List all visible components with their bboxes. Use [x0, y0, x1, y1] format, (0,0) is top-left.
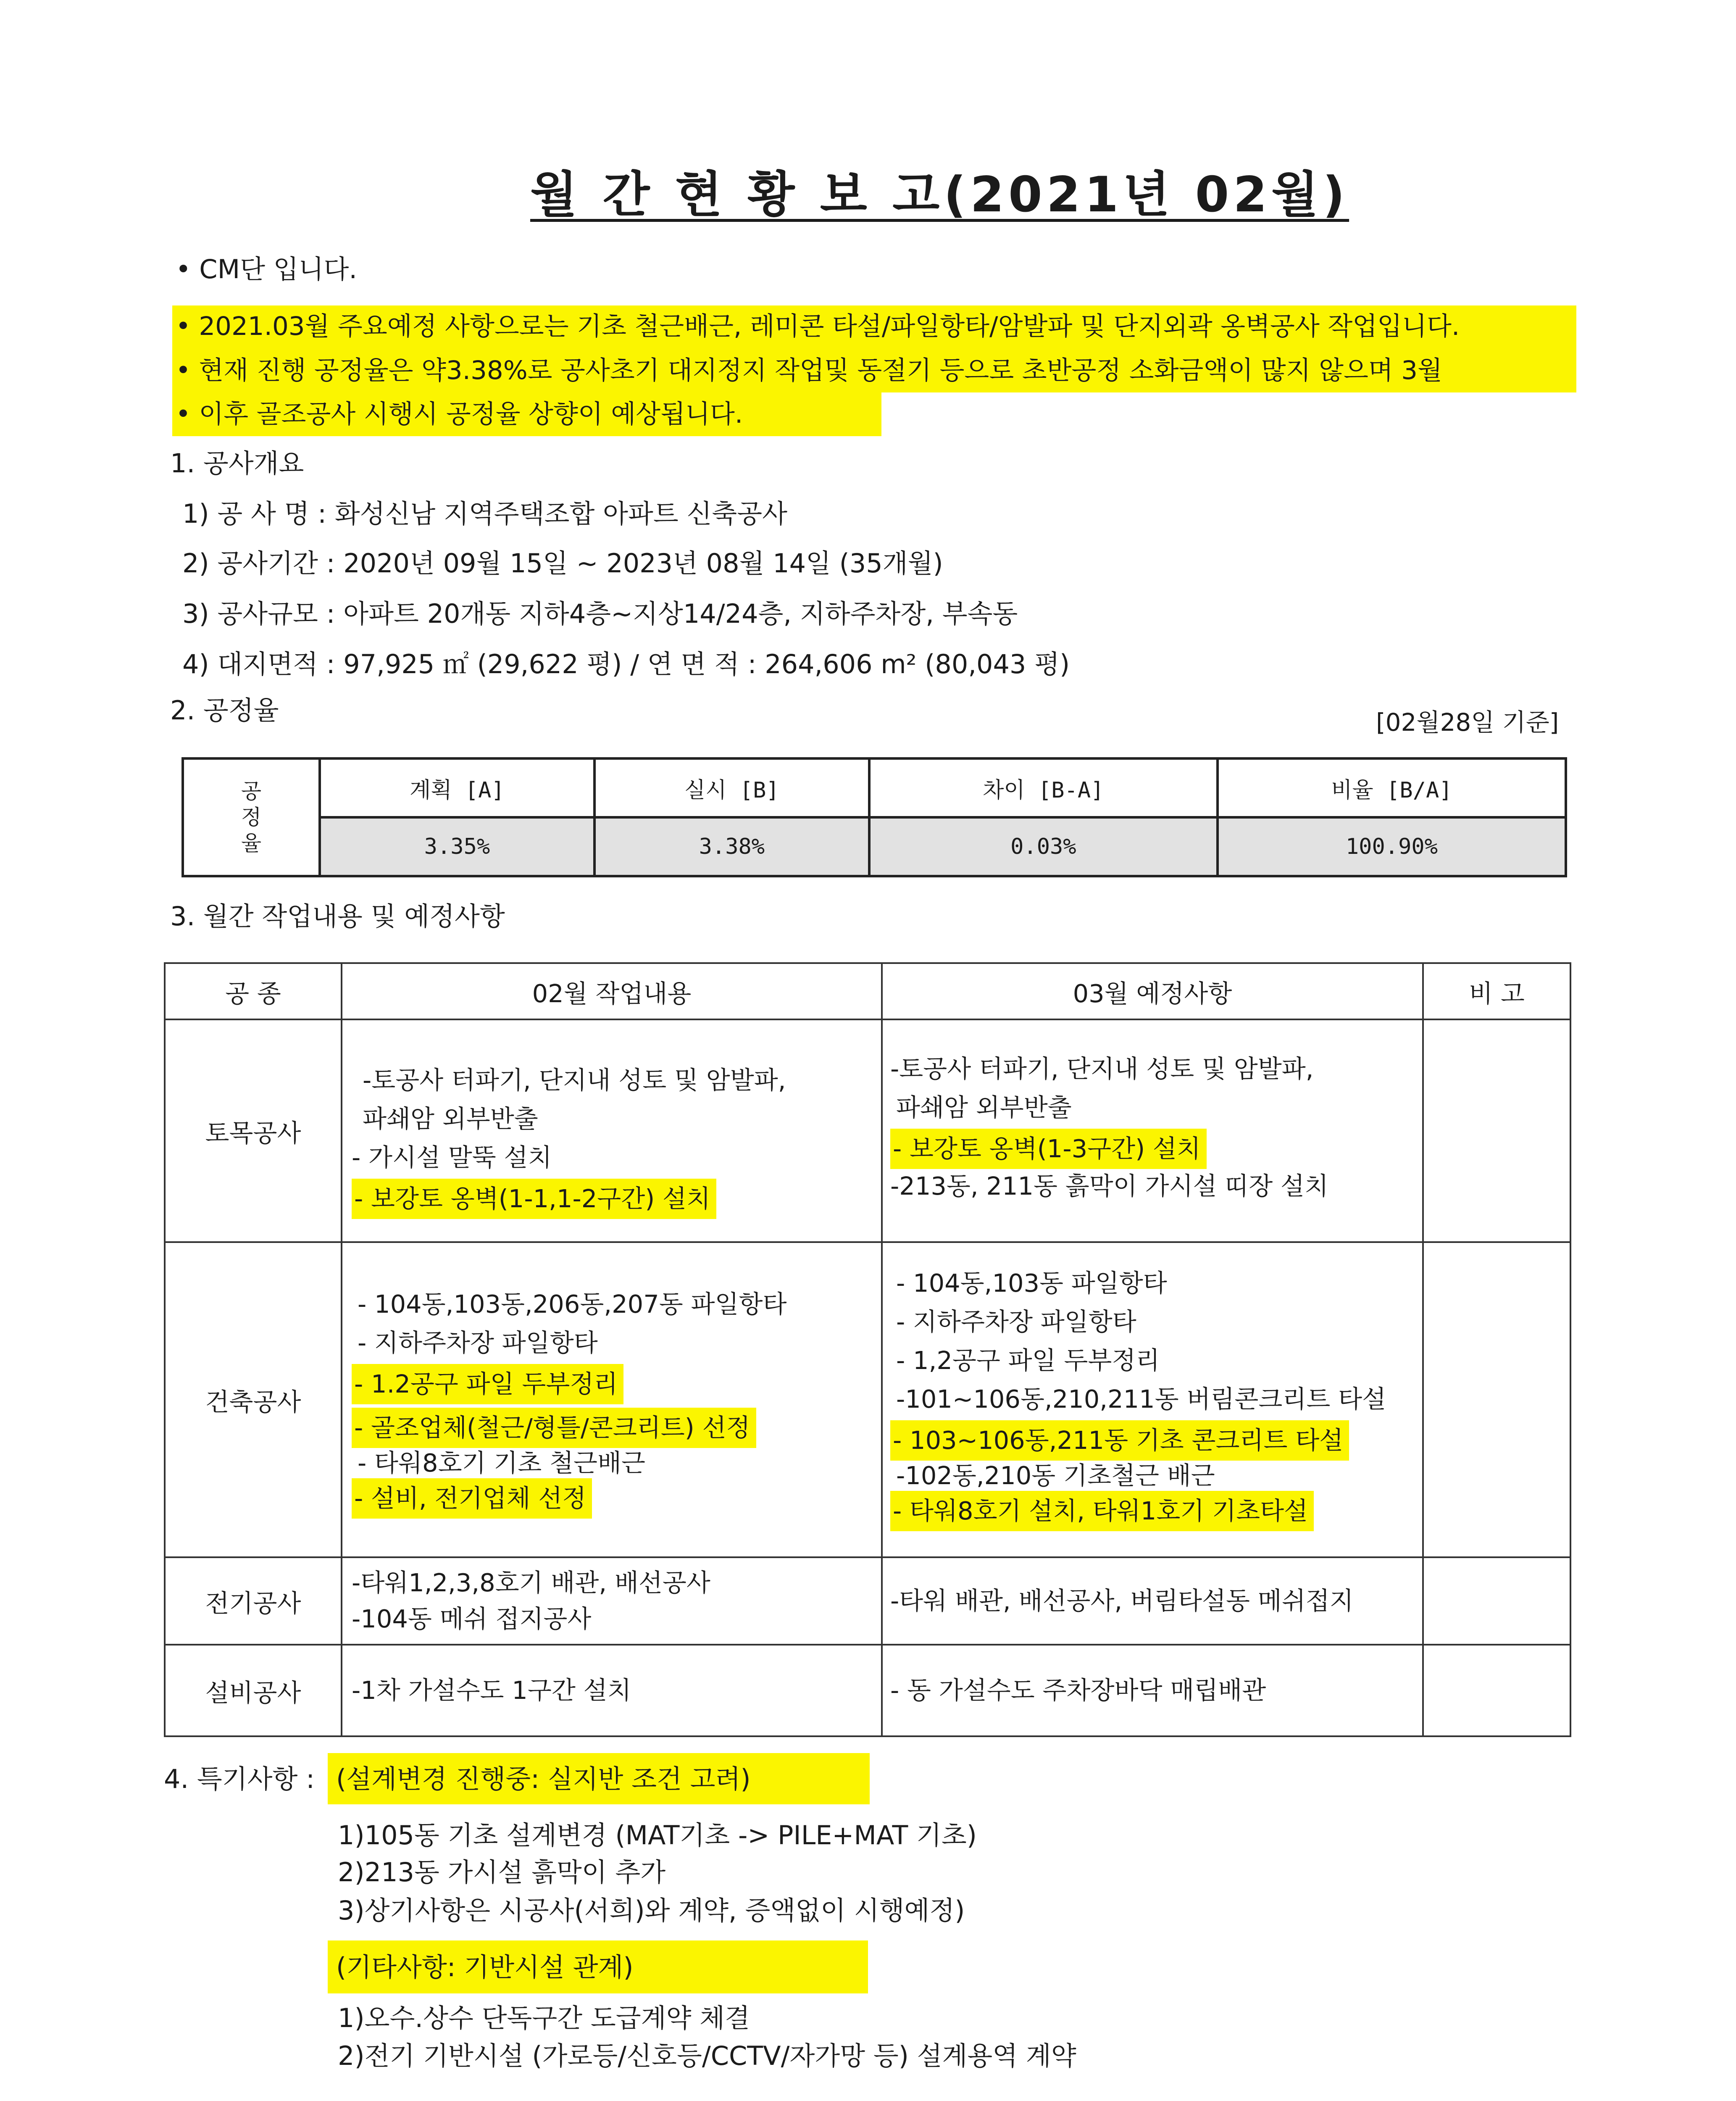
mar-item: -101~106동,210,211동 버림콘크리트 타설: [896, 1385, 1386, 1414]
section-heading-progress: 2. 공정율: [170, 695, 279, 726]
intro-line-1: • 2021.03월 주요예정 사항으로는 기초 철근배근, 레미콘 타설/파일항타/암발파 및 단지외곽 옹벽공사 작업입니다.: [176, 311, 1460, 341]
feb-item-highlight: - 1.2공구 파일 두부정리: [352, 1364, 623, 1404]
mar-item-highlight: - 타워8호기 설치, 타워1호기 기초타설: [890, 1491, 1314, 1531]
design-change-item: 2)213동 가시설 흙막이 추가: [338, 1857, 666, 1888]
feb-item: - 타워8호기 기초 철근배근: [358, 1448, 646, 1477]
remarks-cell: [1423, 1645, 1570, 1736]
feb-item: 파쇄암 외부반출: [363, 1104, 538, 1133]
intro-line-3: • 이후 골조공사 시행시 공정율 상향이 예상됩니다.: [176, 399, 743, 429]
other-item: 1)오수.상수 단독구간 도급계약 체결: [338, 2003, 750, 2033]
col-header-mar: 03월 예정사항: [882, 963, 1423, 1019]
feb-item: -타워1,2,3,8호기 배관, 배선공사: [352, 1568, 710, 1597]
progress-value-plan: 3.35%: [320, 817, 594, 876]
overview-item: 3) 공사규모 : 아파트 20개동 지하4층~지상14/24층, 지하주차장, 부속동: [182, 598, 1018, 629]
feb-item: -1차 가설수도 1구간 설치: [352, 1676, 631, 1705]
mar-item: - 104동,103동 파일항타: [896, 1269, 1167, 1298]
mar-item: - 1,2공구 파일 두부정리: [896, 1346, 1160, 1375]
progress-value-actual: 3.38%: [594, 817, 869, 876]
progress-header-diff: 차이 [B-A]: [869, 758, 1218, 817]
feb-item: -104동 메쉬 접지공사: [352, 1604, 592, 1633]
intro-cm: • CM단 입니다.: [176, 254, 358, 284]
col-header-feb: 02월 작업내용: [342, 963, 882, 1019]
progress-value-diff: 0.03%: [869, 817, 1218, 876]
progress-row-label: 공 정 율: [183, 758, 320, 876]
col-header-category: 공 종: [165, 963, 342, 1019]
overview-item: 1) 공 사 명 : 화성신남 지역주택조합 아파트 신축공사: [182, 498, 788, 529]
mar-item: -213동, 211동 흙막이 가시설 띠장 설치: [890, 1172, 1328, 1201]
design-change-item: 1)105동 기초 설계변경 (MAT기초 -> PILE+MAT 기초): [338, 1820, 977, 1851]
category-facility: 설비공사: [165, 1645, 342, 1736]
section-heading-monthly: 3. 월간 작업내용 및 예정사항: [170, 901, 505, 932]
feb-item-highlight: - 보강토 옹벽(1-1,1-2구간) 설치: [352, 1179, 716, 1219]
overview-item: 4) 대지면적 : 97,925 ㎡ (29,622 평) / 연 면 적 : 264,606 m² (80,043 평): [182, 649, 1070, 679]
category-electric: 전기공사: [165, 1557, 342, 1645]
mar-item: - 동 가설수도 주차장바닥 매립배관: [890, 1676, 1266, 1705]
category-building: 건축공사: [165, 1242, 342, 1557]
other-heading: (기타사항: 기반시설 관계): [336, 1952, 634, 1983]
progress-table: [181, 757, 1567, 877]
mar-item: - 지하주차장 파일항타: [896, 1307, 1136, 1336]
mar-item-highlight: - 보강토 옹벽(1-3구간) 설치: [890, 1129, 1207, 1169]
mar-item-highlight: - 103~106동,211동 기초 콘크리트 타설: [890, 1420, 1349, 1461]
feb-item: -토공사 터파기, 단지내 성토 및 암발파,: [363, 1065, 786, 1095]
monthly-table: [164, 962, 1571, 1737]
progress-header-ratio: 비율 [B/A]: [1218, 758, 1566, 817]
progress-header-actual: 실시 [B]: [594, 758, 869, 817]
intro-line-2: • 현재 진행 공정율은 약3.38%로 공사초기 대지정지 작업및 동절기 등으로 초반공정 소화금액이 많지 않으며 3월: [176, 355, 1442, 385]
feb-item: - 104동,103동,206동,207동 파일항타: [358, 1290, 787, 1319]
section-heading-special: 4. 특기사항 :: [164, 1764, 315, 1794]
remarks-cell: [1423, 1242, 1570, 1557]
feb-item-highlight: - 설비, 전기업체 선정: [352, 1478, 592, 1519]
design-change-heading: (설계변경 진행중: 실지반 조건 고려): [336, 1764, 751, 1794]
page-title: 월 간 현 황 보 고(2021년 02월): [530, 166, 1349, 223]
feb-item: - 지하주차장 파일항타: [358, 1328, 598, 1357]
col-header-remarks: 비 고: [1423, 963, 1570, 1019]
mar-item: -102동,210동 기초철근 배근: [896, 1461, 1215, 1490]
feb-item-highlight: - 골조업체(철근/형틀/콘크리트) 선정: [352, 1408, 756, 1448]
progress-basis: [02월28일 기준]: [1376, 708, 1559, 737]
progress-header-plan: 계획 [A]: [320, 758, 594, 817]
mar-item: -타워 배관, 배선공사, 버림타설동 메쉬접지: [890, 1586, 1354, 1615]
mar-item: 파쇄암 외부반출: [896, 1093, 1072, 1122]
category-civil: 토목공사: [165, 1019, 342, 1242]
design-change-item: 3)상기사항은 시공사(서희)와 계약, 증액없이 시행예정): [338, 1895, 965, 1926]
progress-value-ratio: 100.90%: [1218, 817, 1566, 876]
other-item: 2)전기 기반시설 (가로등/신호등/CCTV/자가망 등) 설계용역 계약: [338, 2040, 1076, 2071]
section-heading-overview: 1. 공사개요: [170, 448, 304, 479]
overview-item: 2) 공사기간 : 2020년 09월 15일 ~ 2023년 08월 14일 (35개월): [182, 548, 943, 579]
remarks-cell: [1423, 1557, 1570, 1645]
feb-item: - 가시설 말뚝 설치: [352, 1143, 552, 1172]
remarks-cell: [1423, 1019, 1570, 1242]
mar-item: -토공사 터파기, 단지내 성토 및 암발파,: [890, 1054, 1314, 1083]
